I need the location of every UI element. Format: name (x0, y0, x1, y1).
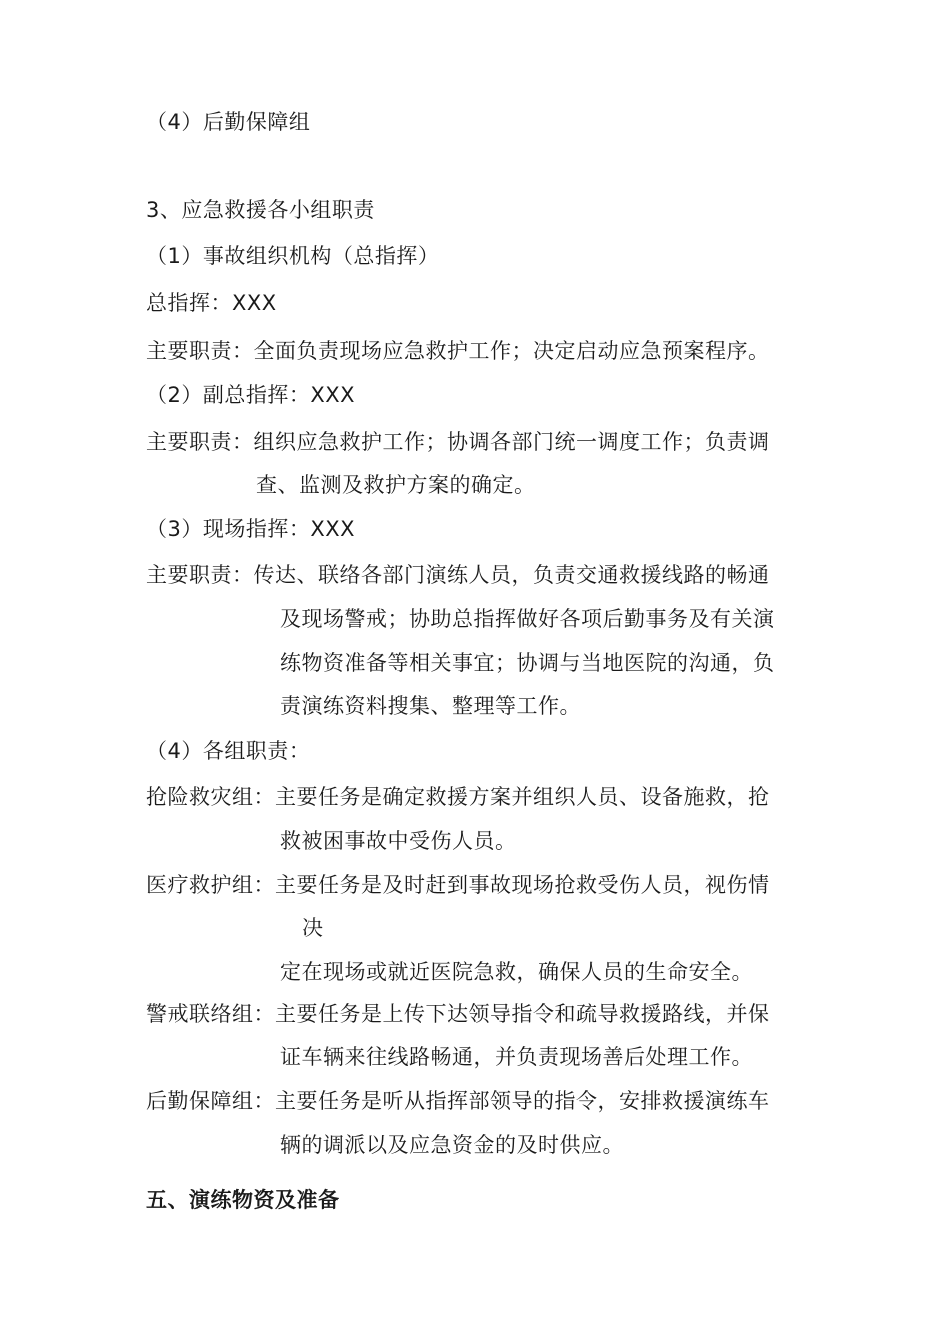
security-group-line-2: 证车辆来往线路畅通，并负责现场善后处理工作。 (280, 1045, 753, 1069)
field-duty-line-1: 主要职责：传达、联络各部门演练人员，负责交通救援线路的畅通 (146, 563, 770, 587)
item-3-title: （3）现场指挥：XXX (146, 517, 356, 541)
section-3-title: 3、应急救援各小组职责 (146, 198, 375, 222)
security-group-line-1: 警戒联络组：主要任务是上传下达领导指令和疏导救援路线，并保 (146, 1002, 770, 1026)
item-2-title: （2）副总指挥：XXX (146, 383, 356, 407)
item-1-title: （1）事故组织机构（总指挥） (146, 244, 440, 268)
logistics-group-line-2: 辆的调派以及应急资金的及时供应。 (280, 1133, 624, 1157)
medical-group-line-3: 定在现场或就近医院急救，确保人员的生命安全。 (280, 960, 753, 984)
field-duty-line-4: 责演练资料搜集、整理等工作。 (280, 694, 581, 718)
rescue-group-line-1: 抢险救灾组：主要任务是确定救援方案并组织人员、设备施救，抢 (146, 785, 770, 809)
medical-group-line-1: 医疗救护组：主要任务是及时赶到事故现场抢救受伤人员，视伤情 (146, 873, 770, 897)
field-duty-line-3: 练物资准备等相关事宜；协调与当地医院的沟通，负 (280, 651, 775, 675)
deputy-duty-line-1: 主要职责：组织应急救护工作；协调各部门统一调度工作；负责调 (146, 430, 770, 454)
commander-line: 总指挥：XXX (146, 291, 277, 315)
section-5-heading: 五、演练物资及准备 (146, 1188, 340, 1212)
medical-group-line-2: 决 (302, 916, 324, 940)
item-4-title: （4）各组职责： (146, 739, 311, 763)
subgroup-logistics: （4）后勤保障组 (146, 110, 311, 134)
deputy-duty-line-2: 查、监测及救护方案的确定。 (256, 473, 536, 497)
logistics-group-line-1: 后勤保障组：主要任务是听从指挥部领导的指令，安排救援演练车 (146, 1089, 770, 1113)
field-duty-line-2: 及现场警戒；协助总指挥做好各项后勤事务及有关演 (280, 607, 775, 631)
rescue-group-line-2: 救被困事故中受伤人员。 (280, 829, 517, 853)
commander-duty: 主要职责：全面负责现场应急救护工作；决定启动应急预案程序。 (146, 339, 770, 363)
